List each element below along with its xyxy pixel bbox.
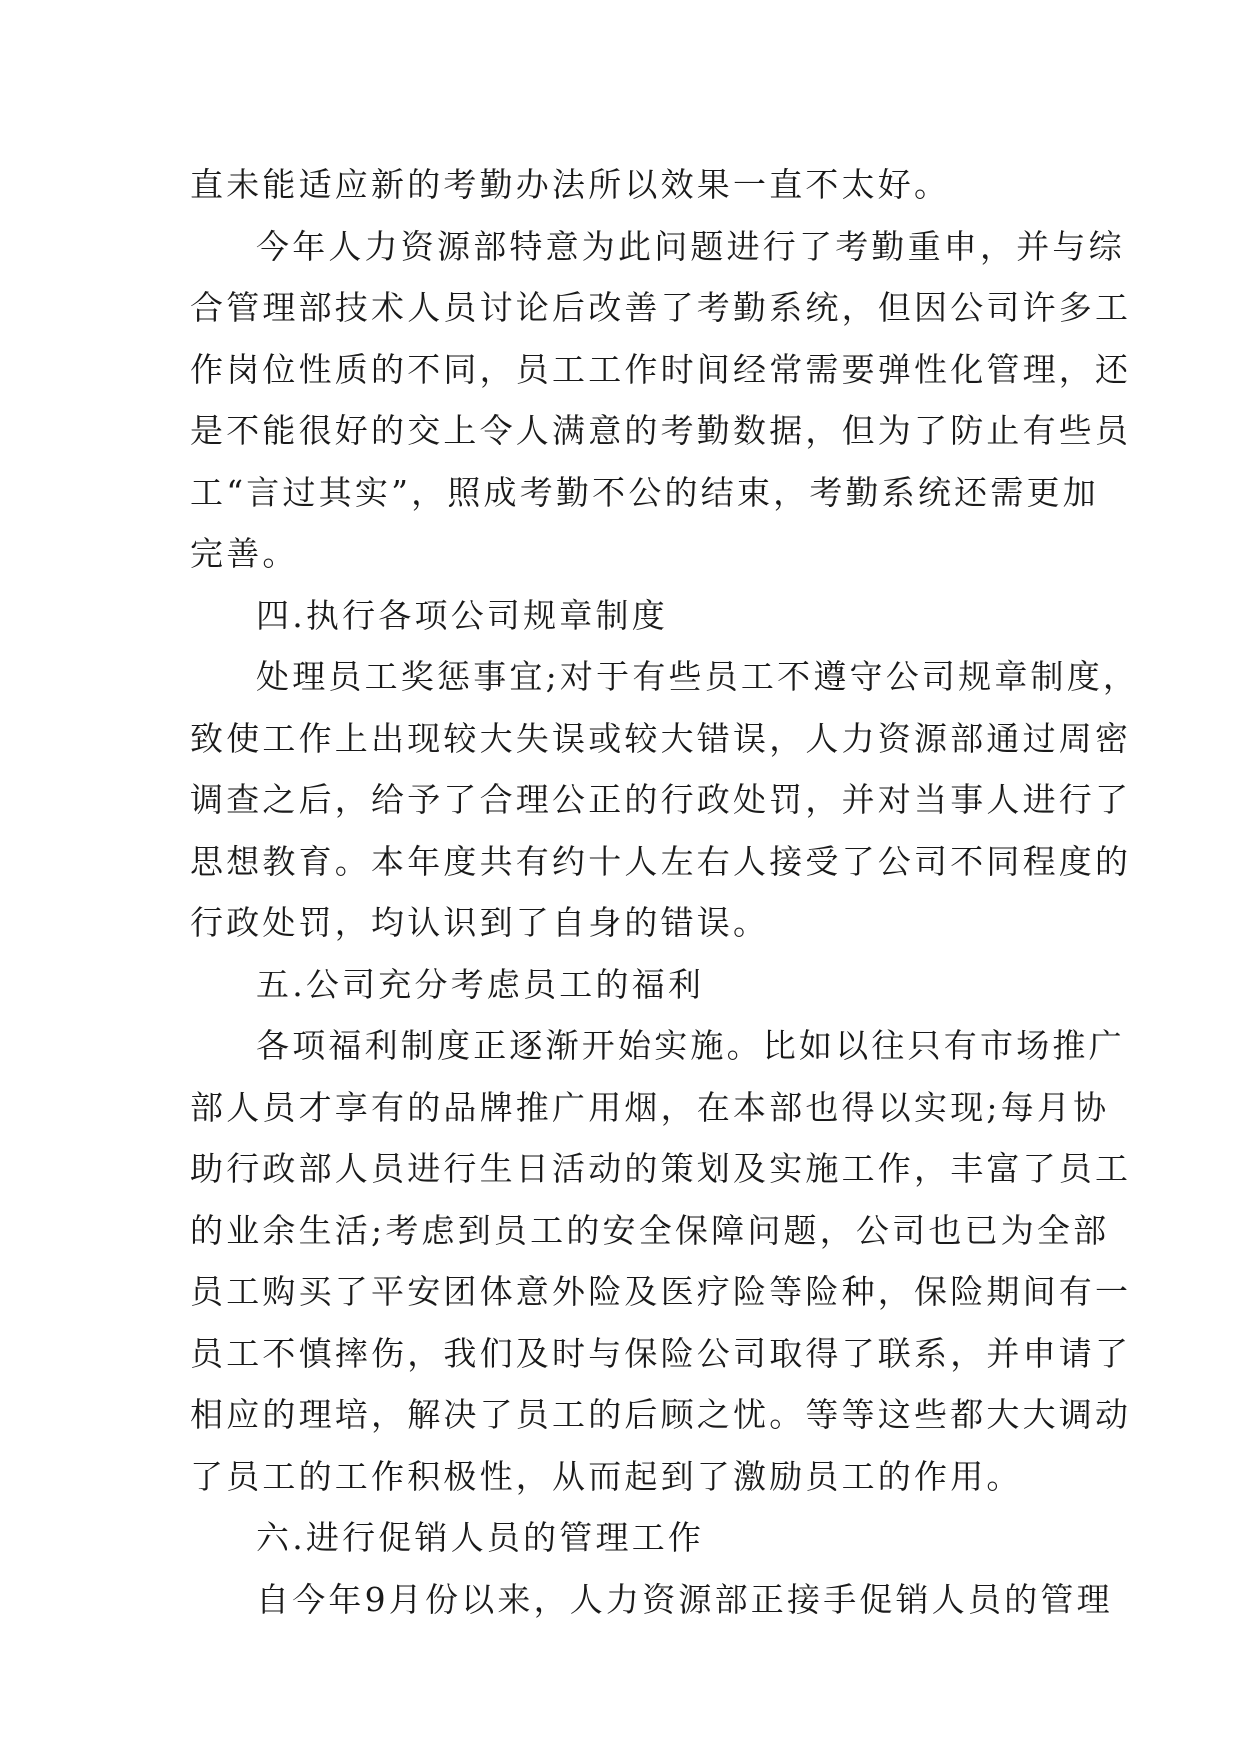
text-line: 部人员才享有的品牌推广用烟，在本部也得以实现;每月协 [190,1087,1110,1127]
text-line: 调查之后，给予了合理公正的行政处罚，并对当事人进行了 [190,780,1132,819]
text-line: 今年人力资源部特意为此问题进行了考勤重申，并与综 [256,226,1125,266]
text-line: 四.执行各项公司规章制度 [256,595,668,635]
text-line: 处理员工奖惩事宜;对于有些员工不遵守公司规章制度， [256,657,1140,696]
text-line: 六.进行促销人员的管理工作 [256,1518,705,1557]
text-line: 思想教育。本年度共有约十人左右人接受了公司不同程度的 [190,841,1132,881]
text-line: 行政处罚，均认识到了自身的错误。 [190,903,770,942]
text-line: 各项福利制度正逐渐开始实施。比如以往只有市场推广 [256,1026,1125,1065]
text-line: 工“言过其实”，照成考勤不公的结束，考勤系统还需更加 [190,472,1099,512]
text-line: 的业余生活;考虑到员工的安全保障问题，公司也已为全部 [190,1210,1110,1250]
text-line: 员工不慎摔伤，我们及时与保险公司取得了联系，并申请了 [190,1333,1132,1373]
text-line: 合管理部技术人员讨论后改善了考勤系统，但因公司许多工 [190,288,1132,327]
text-line: 自今年9月份以来，人力资源部正接手促销人员的管理 [256,1579,1113,1619]
text-line: 了员工的工作积极性，从而起到了激励员工的作用。 [190,1456,1023,1496]
text-line: 完善。 [190,534,299,573]
text-line: 助行政部人员进行生日活动的策划及实施工作，丰富了员工 [190,1149,1132,1188]
text-line: 五.公司充分考虑员工的福利 [256,964,705,1004]
document-body [190,154,1140,1630]
text-line: 是不能很好的交上令人满意的考勤数据，但为了防止有些员 [190,411,1132,450]
text-line: 作岗位性质的不同，员工工作时间经常需要弹性化管理，还 [190,349,1132,389]
text-line: 致使工作上出现较大失误或较大错误，人力资源部通过周密 [190,718,1132,758]
text-line: 直未能适应新的考勤办法所以效果一直不太好。 [190,165,951,204]
text-line: 员工购买了平安团体意外险及医疗险等险种，保险期间有一 [190,1272,1132,1311]
text-line: 相应的理培，解决了员工的后顾之忧。等等这些都大大调动 [190,1395,1132,1434]
